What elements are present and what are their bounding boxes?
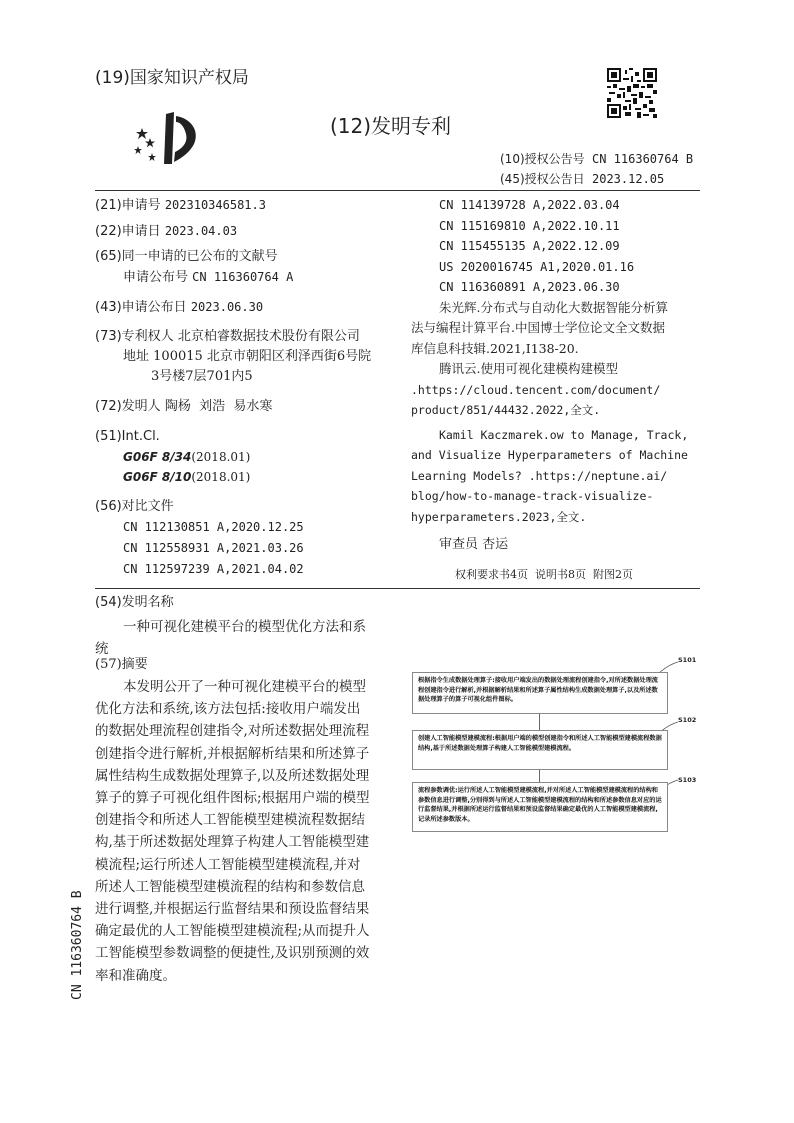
citation-right-3: CN 115455135 A,2022.12.09 bbox=[439, 239, 620, 253]
inventors-label: (72)发明人 bbox=[95, 399, 161, 414]
arrow-s102-s103 bbox=[539, 770, 540, 782]
abstract-line: 的数据处理流程创建指令,对所述数据处理流程 bbox=[95, 723, 370, 740]
intcl-1-code: G06F 8/34 bbox=[123, 450, 192, 464]
issuing-office: (19)国家知识产权局 bbox=[95, 68, 249, 88]
grant-date: 2023.12.05 bbox=[592, 172, 665, 186]
citation-left-2: CN 112558931 A,2021.03.26 bbox=[123, 541, 304, 555]
title-line-1: 一种可视化建模平台的模型优化方法和系 bbox=[123, 619, 366, 635]
pub-no-label: 申请公布号 bbox=[123, 270, 189, 285]
citation-left-1: CN 112130851 A,2020.12.25 bbox=[123, 520, 304, 534]
abstract-line: 工智能模型参数调整的便捷性,及识别预测的效 bbox=[95, 945, 370, 962]
citation-right-4: US 2020016745 A1,2020.01.16 bbox=[439, 259, 635, 274]
side-pub-number: CN 116360764 B bbox=[70, 890, 85, 1000]
inventors: 陶杨 刘浩 易水寒 bbox=[164, 399, 273, 414]
nonpatent-1-line-1: 朱光辉.分布式与自动化大数据智能分析算 bbox=[439, 299, 668, 315]
abstract-line: 创建指令和所述人工智能模型建模流程数据结 bbox=[95, 812, 365, 829]
grant-date-label: (45)授权公告日 bbox=[500, 172, 585, 186]
step-s103-number: S103 bbox=[678, 776, 697, 784]
page-counts: 权利要求书4页 说明书8页 附图2页 bbox=[455, 568, 633, 581]
abstract-line: 算子的算子可视化组件图标;根据用户端的模型 bbox=[95, 790, 370, 807]
intcl-2-version: (2018.01) bbox=[191, 470, 251, 484]
step-s102-number: S102 bbox=[678, 716, 697, 724]
abstract-body bbox=[95, 676, 390, 987]
grant-pub-no-label: (10)授权公告号 bbox=[500, 152, 585, 166]
pub-no: CN 116360764 A bbox=[192, 270, 294, 284]
title-line-2: 统 bbox=[95, 641, 109, 657]
intcl-1-version: (2018.01) bbox=[191, 450, 251, 464]
qr-code bbox=[607, 68, 657, 118]
header-rule bbox=[95, 190, 700, 191]
abstract-line: 创建指令进行解析,并根据解析结果和所述算子 bbox=[95, 745, 370, 762]
abstract-line: 率和准确度。 bbox=[95, 967, 176, 984]
abstract-line: 本发明公开了一种可视化建模平台的模型 bbox=[123, 679, 366, 695]
abstract-line: 模流程;运行所述人工智能模型建模流程,并对 bbox=[95, 856, 361, 873]
step-s102-box: 创建人工智能模型建模流程:根据用户端的模型创建指令和所述人工智能模型建模流程数据结构,基于所述数据处理算子构建人工智能模型建模流程。 bbox=[412, 730, 668, 770]
biblio-right bbox=[411, 195, 701, 556]
nonpatent-2-line-1: 腾讯云.使用可视化建模构建模型 bbox=[439, 361, 618, 376]
app-date: 2023.04.03 bbox=[164, 224, 238, 238]
intcl-2-code: G06F 8/10 bbox=[123, 470, 192, 484]
nonpatent-1-line-3: 库信息科技辑.2021,I138-20. bbox=[411, 340, 579, 356]
title-section bbox=[95, 593, 395, 659]
arrow-s101-s102 bbox=[539, 714, 540, 730]
abstract-line: 属性结构生成数据处理算子,以及所述数据处理 bbox=[95, 767, 370, 784]
intcl-label: (51)Int.Cl. bbox=[95, 429, 160, 444]
nonpatent-3-line-1: Kamil Kaczmarek.ow to Manage, Track, bbox=[439, 427, 689, 442]
abstract-line: 构,基于所述数据处理算子构建人工智能模型建 bbox=[95, 834, 370, 851]
step-s101-box: 根据指令生成数据处理算子:接收用户端发出的数据处理流程创建指令,对所述数据处理流程创建指令进行解析,并根据解析结果和所述算子属性结构生成数据处理算子,以及所述数据处理算子的算子可视化组件图标。 bbox=[412, 672, 668, 714]
body-rule bbox=[95, 588, 700, 589]
nonpatent-2-line-2: .https://cloud.tencent.com/document/ bbox=[411, 382, 661, 397]
pub-date: 2023.06.30 bbox=[190, 300, 264, 314]
patentee: 北京柏睿数据技术股份有限公司 bbox=[177, 329, 360, 344]
abstract-line: 所述人工智能模型建模流程的结构和参数信息 bbox=[95, 878, 365, 895]
grant-pub-no: CN 116360764 B bbox=[592, 152, 694, 166]
nonpatent-3-line-5: hyperparameters.2023,全文. bbox=[411, 509, 587, 524]
pub-date-label: (43)申请公布日 bbox=[95, 300, 187, 315]
app-no: 202310346581.3 bbox=[164, 198, 266, 212]
examiner-label: 审查员 bbox=[439, 537, 479, 552]
citations-label: (56)对比文件 bbox=[95, 499, 174, 514]
document-type: (12)发明专利 bbox=[330, 114, 452, 138]
same-app-label: (65)同一申请的已公布的文献号 bbox=[95, 249, 278, 264]
nonpatent-2-line-3: product/851/44432.2022,全文. bbox=[411, 403, 601, 417]
app-no-label: (21)申请号 bbox=[95, 198, 161, 213]
abstract-label: (57)摘要 bbox=[95, 657, 148, 672]
step-s103-box: 流程参数调优:运行所述人工智能模型建模流程,并对所述人工智能模型建模流程的结构和参数信息进行调整,分别得到与所述人工智能模型建模流程的结构和所述参数信息对应的运行监督结果,并根据所述运行监督结果和预设监督结果确定最优的人工智能模型建模流程,记录所述参数版本。 bbox=[412, 782, 668, 832]
examiner: 杏运 bbox=[482, 537, 509, 552]
abstract-line: 优化方法和系统,该方法包括:接收用户端发出 bbox=[95, 701, 361, 718]
nonpatent-1-line-2: 法与编程计算平台.中国博士学位论文全文数据 bbox=[411, 320, 665, 335]
citation-left-3: CN 112597239 A,2021.04.02 bbox=[123, 562, 304, 576]
address-label: 地址 bbox=[123, 349, 150, 364]
address-line-2: 3号楼7层701内5 bbox=[151, 369, 253, 384]
app-date-label: (22)申请日 bbox=[95, 224, 161, 239]
abstract-line: 确定最优的人工智能模型建模流程;从而提升人 bbox=[95, 923, 370, 940]
nonpatent-3-line-4: blog/how-to-manage-track-visualize- bbox=[411, 489, 654, 503]
citation-right-1: CN 114139728 A,2022.03.04 bbox=[439, 198, 620, 212]
step-s101-number: S101 bbox=[678, 656, 697, 664]
address-line-1: 100015 北京市朝阳区利泽西街6号院 bbox=[153, 349, 372, 364]
citation-right-2: CN 115169810 A,2022.10.11 bbox=[439, 218, 620, 233]
citation-right-5: CN 116360891 A,2023.06.30 bbox=[439, 280, 620, 294]
cnipa-logo bbox=[128, 108, 206, 170]
biblio-left bbox=[95, 195, 395, 580]
abstract-line: 进行调整,并根据运行监督结果和预设监督结果 bbox=[95, 901, 370, 918]
patentee-label: (73)专利权人 bbox=[95, 329, 174, 344]
title-label: (54)发明名称 bbox=[95, 595, 174, 610]
nonpatent-3-line-2: and Visualize Hyperparameters of Machine bbox=[411, 448, 688, 462]
nonpatent-3-line-3: Learning Models? .https://neptune.ai/ bbox=[411, 468, 668, 483]
